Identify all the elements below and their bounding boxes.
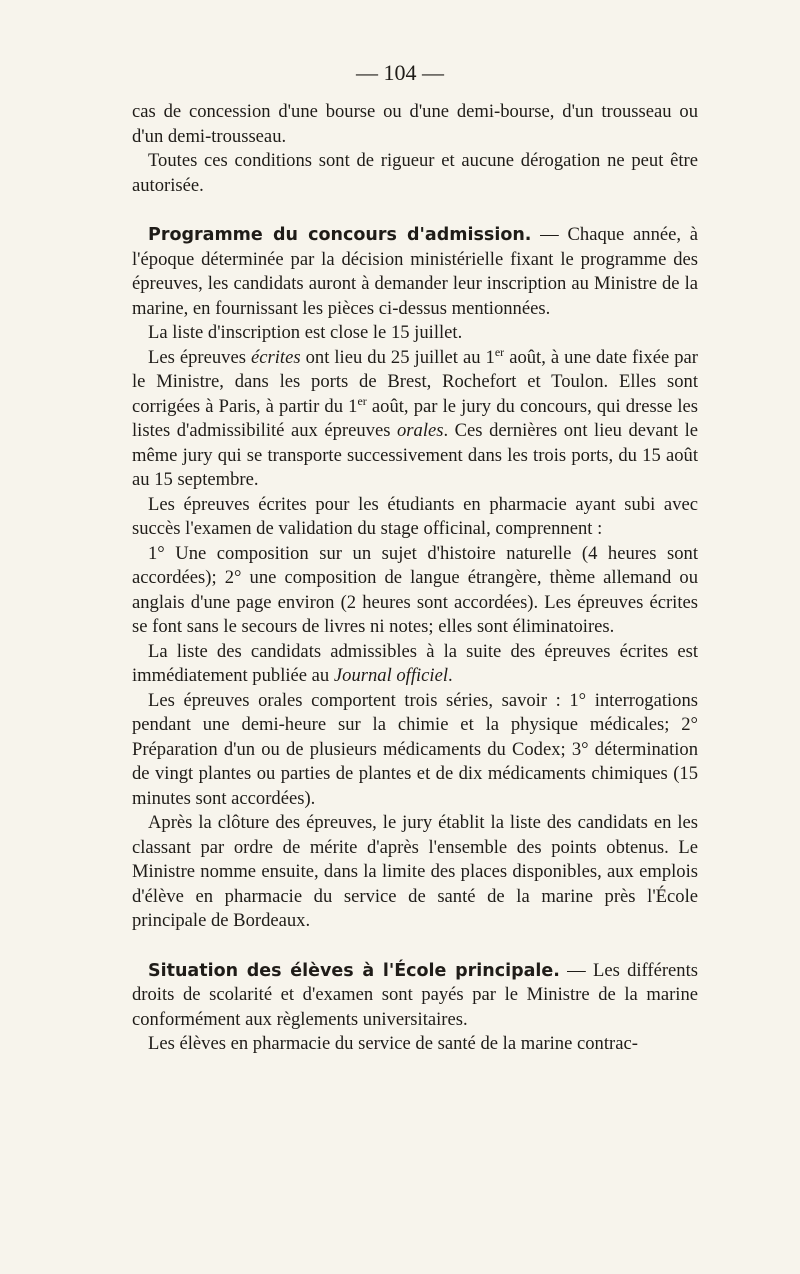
superscript: er	[357, 393, 367, 408]
paragraph: La liste d'inscription est close le 15 juillet.	[148, 322, 463, 343]
paragraph: Les épreuves écrites pour les étudiants en pharmacie ayant subi avec succès l'examen de validation du stage officinal, comprennent :	[132, 493, 698, 539]
text-run: . Ces dernières ont lieu devant le même jury qui se transporte successivement dans les trois ports, du 15 août au 15 septembre.	[132, 420, 698, 490]
section-text: — Les différents droits de scolarité et d'examen sont payés par le Ministre de la marine conformément aux règlements universitaires.	[132, 959, 698, 1030]
text-run: ont lieu du 25 juillet au 1	[300, 346, 495, 368]
paragraph: Après la clôture des épreuves, le jury établit la liste des candidats en les classant par ordre de mérite d'après l'ensemble des points obtenus. Le Ministre nomme ensuite, dans la limite des places disponibles, aux emplois d'élève en pharmacie du service de santé de la marine près l'École principale de Bordeaux.	[132, 812, 698, 931]
section-text: — Chaque année, à l'époque déterminée par la décision ministérielle fixant le programme des épreuves, les candidats auront à demander leur inscription au Ministre de la marine, en fournissant les pièces ci-dessus mentionnées.	[132, 224, 698, 319]
text-run: La liste des candidats admissibles à la suite des épreuves écrites est immédiatement publiée au	[132, 640, 698, 686]
text-run: Les épreuves	[148, 346, 251, 368]
text-run: .	[448, 665, 453, 686]
emphasis: écrites	[251, 346, 301, 368]
paragraph: Les épreuves orales comportent trois séries, savoir : 1° interrogations pendant une demi-heure sur la chimie et la physique médicales; 2° Préparation d'un ou de plusieurs médicaments du Codex; 3° détermination de vingt plantes ou parties de plantes et de dix médicaments chimiques (15 minutes sont accordées).	[132, 689, 698, 809]
paragraph	[132, 640, 698, 689]
superscript: er	[494, 344, 505, 359]
paragraph: Les élèves en pharmacie du service de santé de la marine contrac-	[148, 1033, 638, 1054]
text-run: août, à une date fixée par le Ministre, dans les ports de Brest, Rochefort et Toulon. Elles sont corrigées à Paris, à partir du 1	[132, 346, 698, 417]
body-text	[132, 100, 698, 1057]
text-run: août, par le jury du concours, qui dresse les listes d'admissibilité aux épreuves	[132, 395, 699, 441]
emphasis: orales	[396, 420, 444, 441]
section-heading: Programme du concours d'admission.	[148, 225, 532, 245]
emphasis: Journal officiel	[333, 665, 449, 686]
section-programme	[132, 223, 698, 321]
section-situation	[132, 959, 698, 1033]
paragraph: 1° Une composition sur un sujet d'histoire naturelle (4 heures sont accordées); 2° une composition de langue étrangère, thème allemand ou anglais d'une page environ (2 heures sont accordées). Les épreuves écrites se font sans le secours de livres ni notes; elles sont éliminatoires.	[132, 542, 698, 637]
page-number: — 104 —	[356, 60, 444, 85]
section-heading: Situation des élèves à l'École principale.	[148, 960, 560, 981]
paragraph: Toutes ces conditions sont de rigueur et aucune dérogation ne peut être autorisée.	[132, 150, 698, 196]
paragraph	[132, 346, 698, 493]
paragraph: cas de concession d'une bourse ou d'une demi-bourse, d'un trousseau ou d'un demi-trousseau.	[132, 101, 698, 147]
